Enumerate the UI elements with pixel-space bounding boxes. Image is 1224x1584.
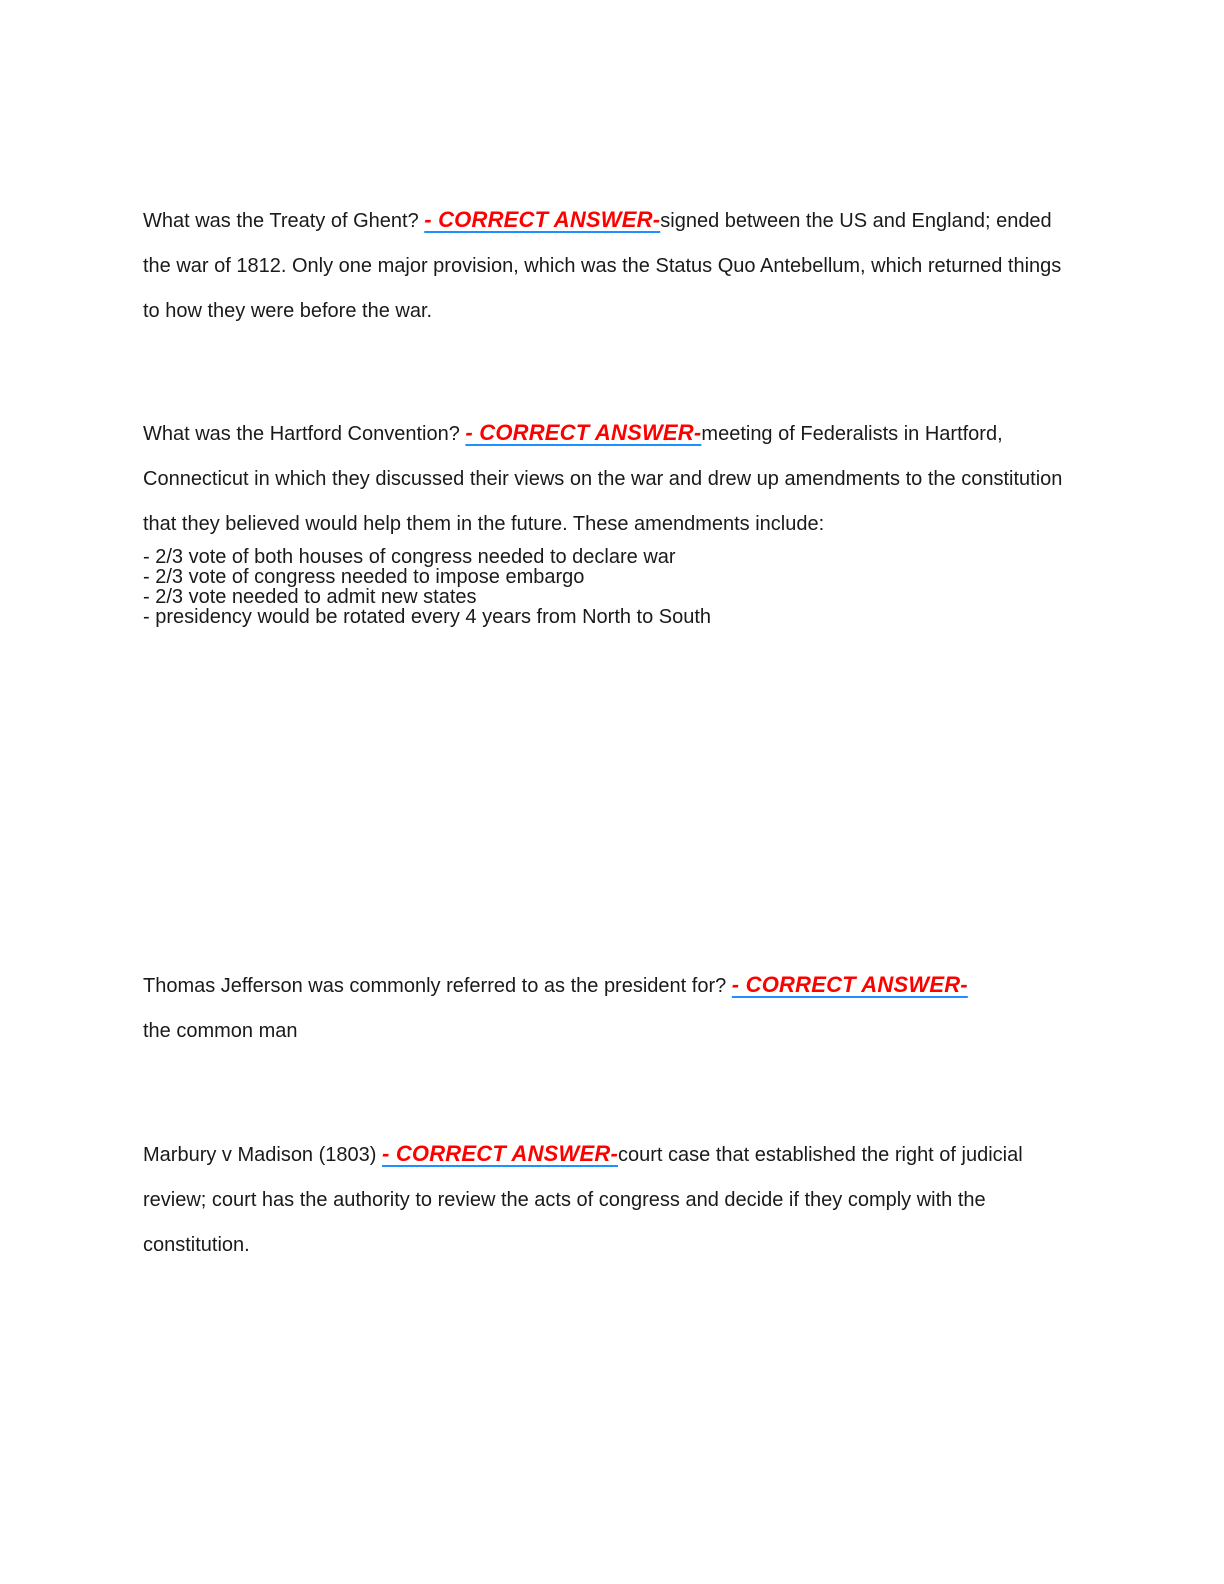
qa-paragraph [143,1131,1078,1268]
qa-item-hartford-convention [143,410,1078,627]
question-text: Thomas Jefferson was commonly referred to as the president for? [143,975,732,997]
question-text: What was the Treaty of Ghent? [143,210,425,232]
qa-paragraph [143,410,1078,547]
qa-item-thomas-jefferson [143,962,1078,1054]
list-item: - 2/3 vote of both houses of congress needed to declare war [143,546,676,568]
qa-paragraph [143,197,1078,334]
question-text: What was the Hartford Convention? [143,423,466,445]
answer-text: the common man [143,1020,298,1042]
list-item: - presidency would be rotated every 4 years from North to South [143,606,712,628]
correct-answer-tag: - CORRECT ANSWER- [731,972,968,997]
answer-text: signed between the US and England; ended the war of 1812. Only one major provision, which was the Status Quo Antebellum, which returned things to how they were before the war. [143,210,1062,322]
qa-paragraph [143,962,1078,1054]
answer-text: meeting of Federalists in Hartford, Connecticut in which they discussed their views on the war and drew up amendments to the constitution that they believed would help them in the future. These amendments include: [143,423,1063,535]
answer-text: court case that established the right of judicial review; court has the authority to review the acts of congress and decide if they comply with the constitution. [143,1144,1023,1256]
correct-answer-tag: - CORRECT ANSWER- [381,1141,618,1166]
question-text: Marbury v Madison (1803) [143,1144,382,1166]
list-item: - 2/3 vote of congress needed to impose embargo [143,566,585,588]
qa-item-marbury-v-madison [143,1131,1078,1268]
qa-item-treaty-of-ghent [143,197,1078,334]
correct-answer-tag: - CORRECT ANSWER- [465,420,702,445]
list-item: - 2/3 vote needed to admit new states [143,586,477,608]
correct-answer-tag: - CORRECT ANSWER- [424,207,661,232]
